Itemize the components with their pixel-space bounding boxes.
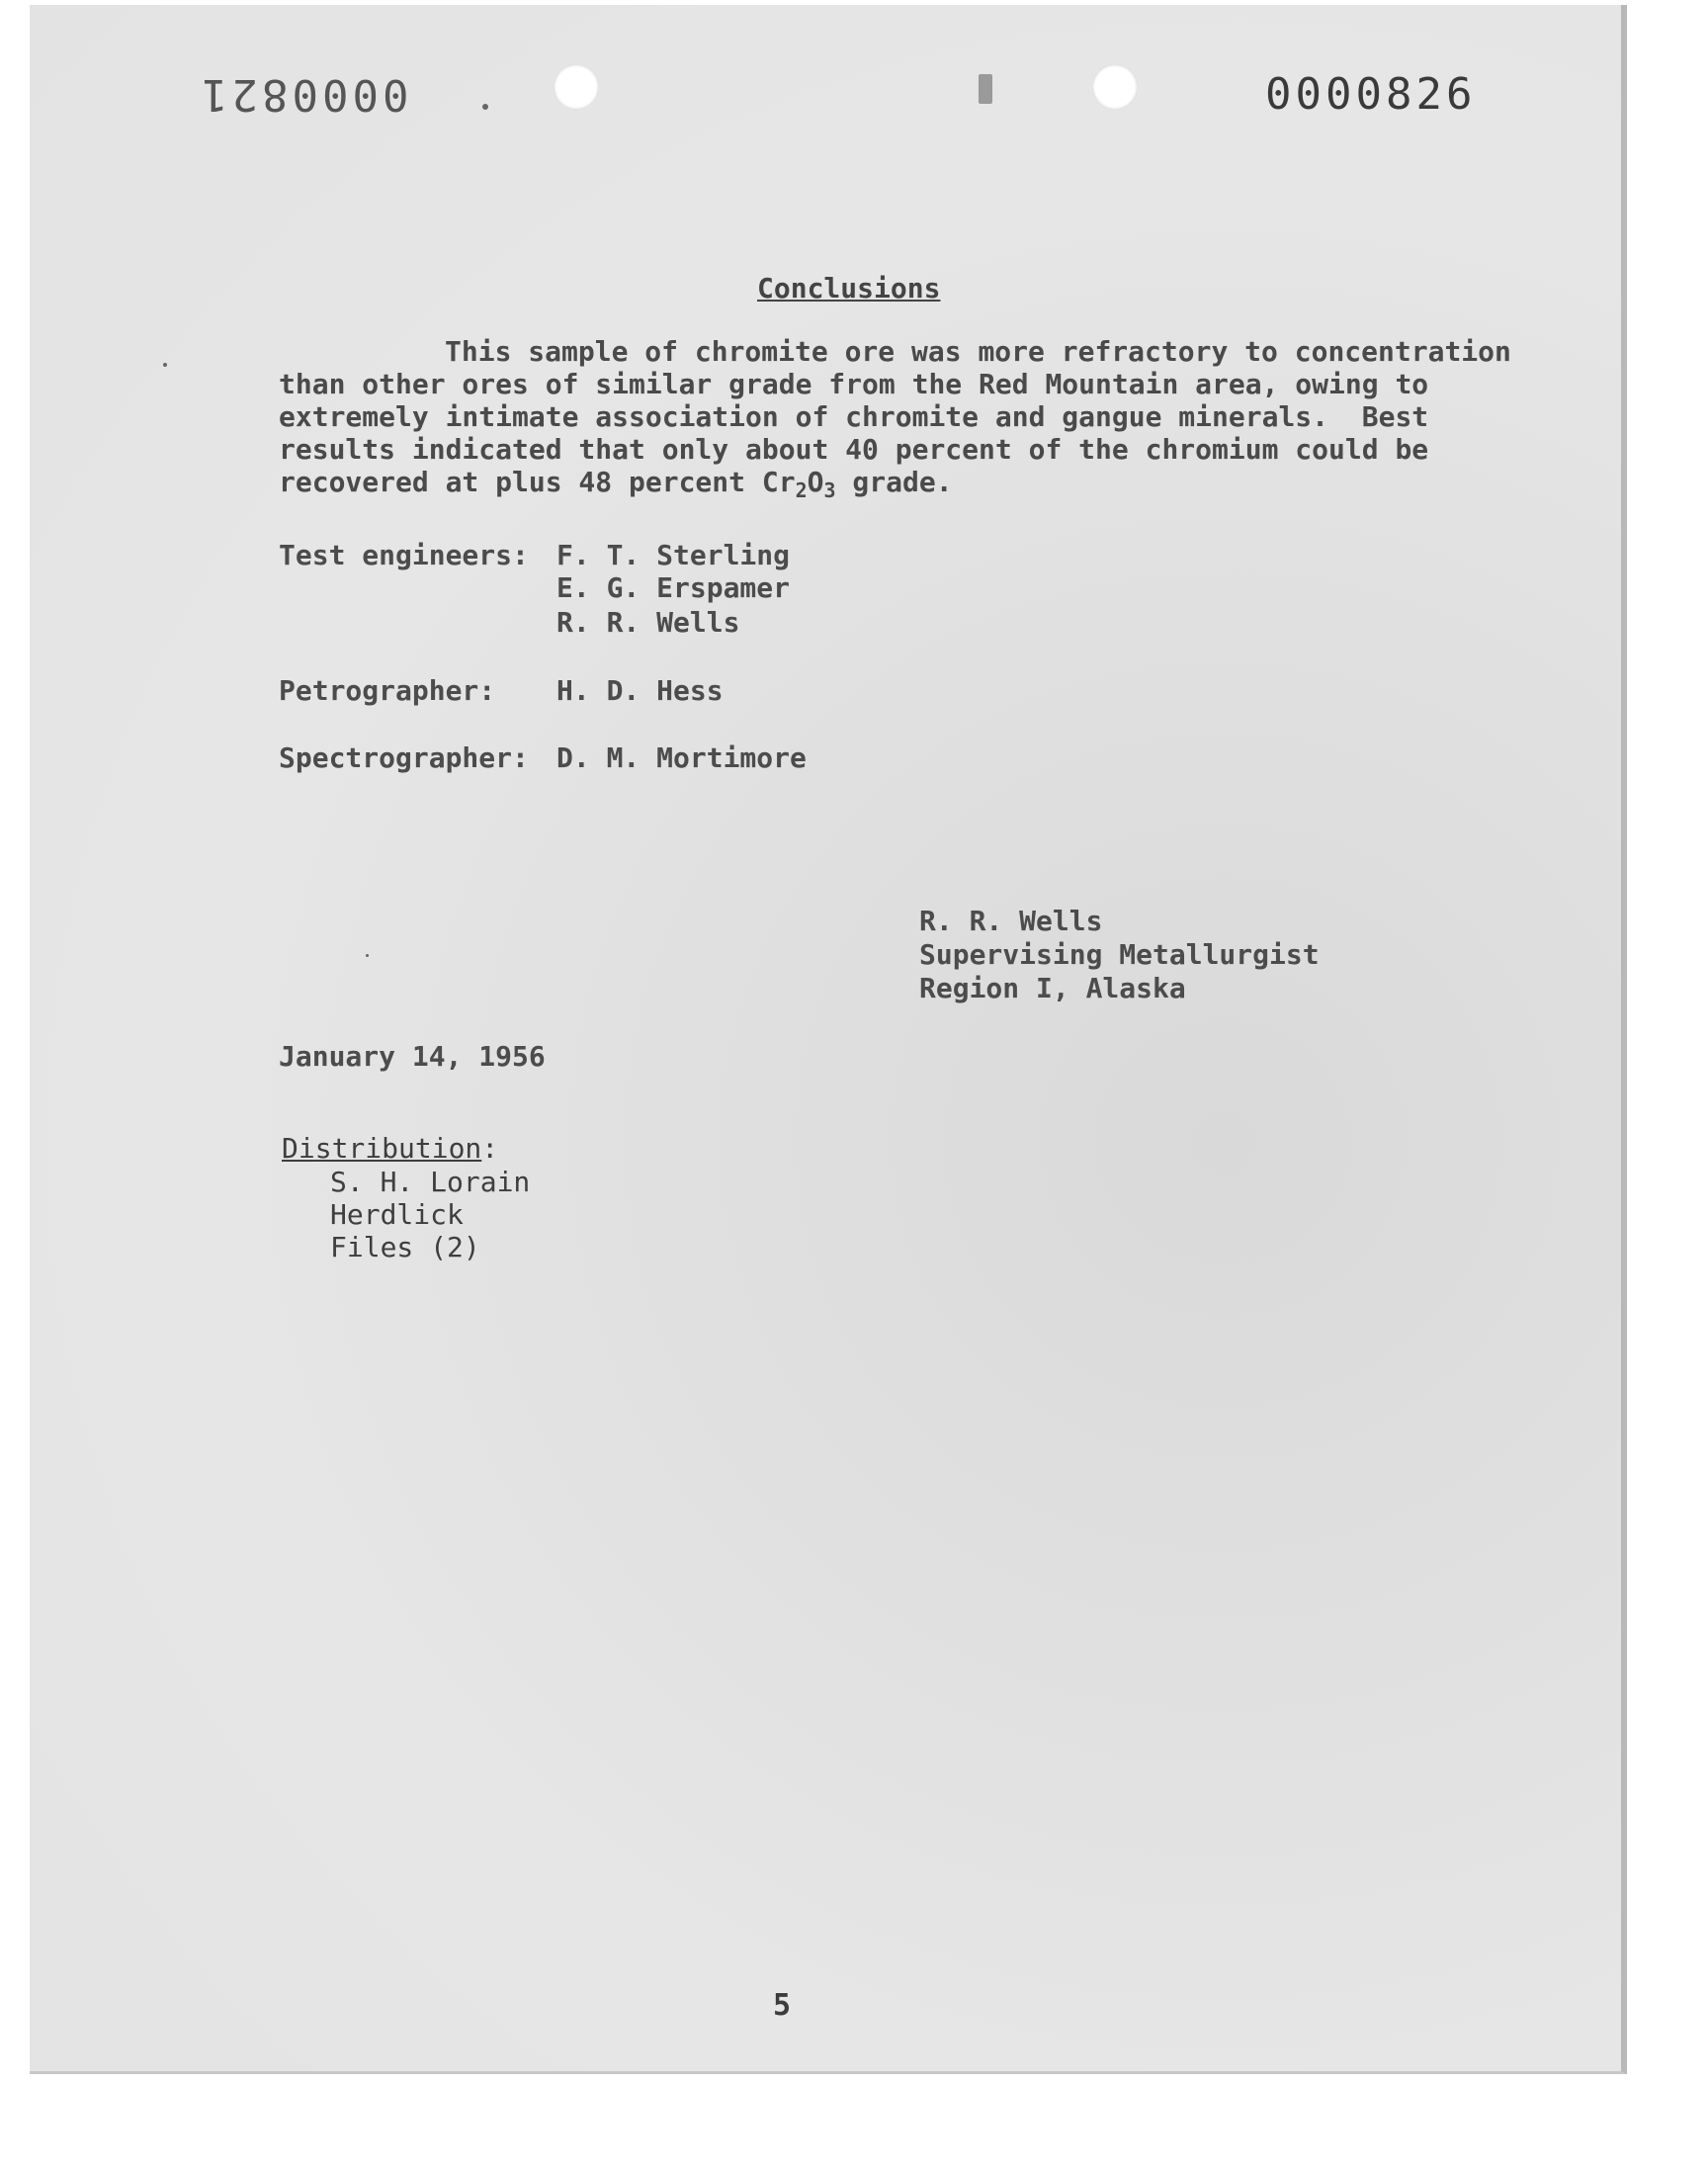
signature-title: Supervising Metallurgist xyxy=(919,938,1320,971)
text-run: recovered at plus 48 percent Cr xyxy=(279,466,796,498)
distribution-item: S. H. Lorain xyxy=(330,1166,531,1198)
paragraph-line: extremely intimate association of chromite and gangue minerals. Best xyxy=(279,400,1429,433)
spectrographer-name: D. M. Mortimore xyxy=(556,741,807,774)
subscript: 2 xyxy=(795,478,808,502)
spectrographer-label: Spectrographer: xyxy=(279,741,529,774)
page-number: 5 xyxy=(773,1988,792,2023)
scan-speck xyxy=(482,104,488,110)
distribution-item: Herdlick xyxy=(330,1198,464,1231)
archive-stamp-left: 0000821 xyxy=(198,69,409,120)
test-engineer-name: E. G. Erspamer xyxy=(556,571,791,604)
paragraph-line: results indicated that only about 40 percent of the chromium could be xyxy=(279,433,1429,466)
paragraph-line-last xyxy=(279,466,1504,502)
punch-hole-left xyxy=(554,64,599,110)
test-engineers-label: Test engineers: xyxy=(279,539,529,571)
paragraph-line: This sample of chromite ore was more refractory to concentration xyxy=(445,335,1511,368)
scan-speck xyxy=(366,954,369,957)
text-run: O xyxy=(807,466,824,498)
distribution-item: Files (2) xyxy=(330,1231,480,1263)
text-run: grade. xyxy=(835,466,953,498)
document-page xyxy=(30,5,1627,2074)
signature-name: R. R. Wells xyxy=(919,905,1103,937)
archive-stamp-right: 0000826 xyxy=(1265,69,1477,120)
test-engineer-name: F. T. Sterling xyxy=(556,539,791,571)
petrographer-name: H. D. Hess xyxy=(556,674,724,707)
distribution-colon: : xyxy=(481,1132,499,1165)
document-date: January 14, 1956 xyxy=(279,1040,546,1073)
punch-hole-right xyxy=(1092,64,1138,110)
section-heading: Conclusions xyxy=(757,272,941,304)
distribution-heading xyxy=(282,1132,498,1165)
paragraph-line: than other ores of similar grade from the Red Mountain area, owing to xyxy=(279,368,1429,400)
distribution-heading-text: Distribution xyxy=(282,1132,482,1165)
signature-region: Region I, Alaska xyxy=(919,972,1186,1004)
scan-mark xyxy=(979,74,992,104)
subscript: 3 xyxy=(823,478,836,502)
scan-speck xyxy=(163,363,167,367)
conclusions-paragraph xyxy=(279,335,1511,502)
petrographer-label: Petrographer: xyxy=(279,674,496,707)
test-engineer-name: R. R. Wells xyxy=(556,606,740,639)
